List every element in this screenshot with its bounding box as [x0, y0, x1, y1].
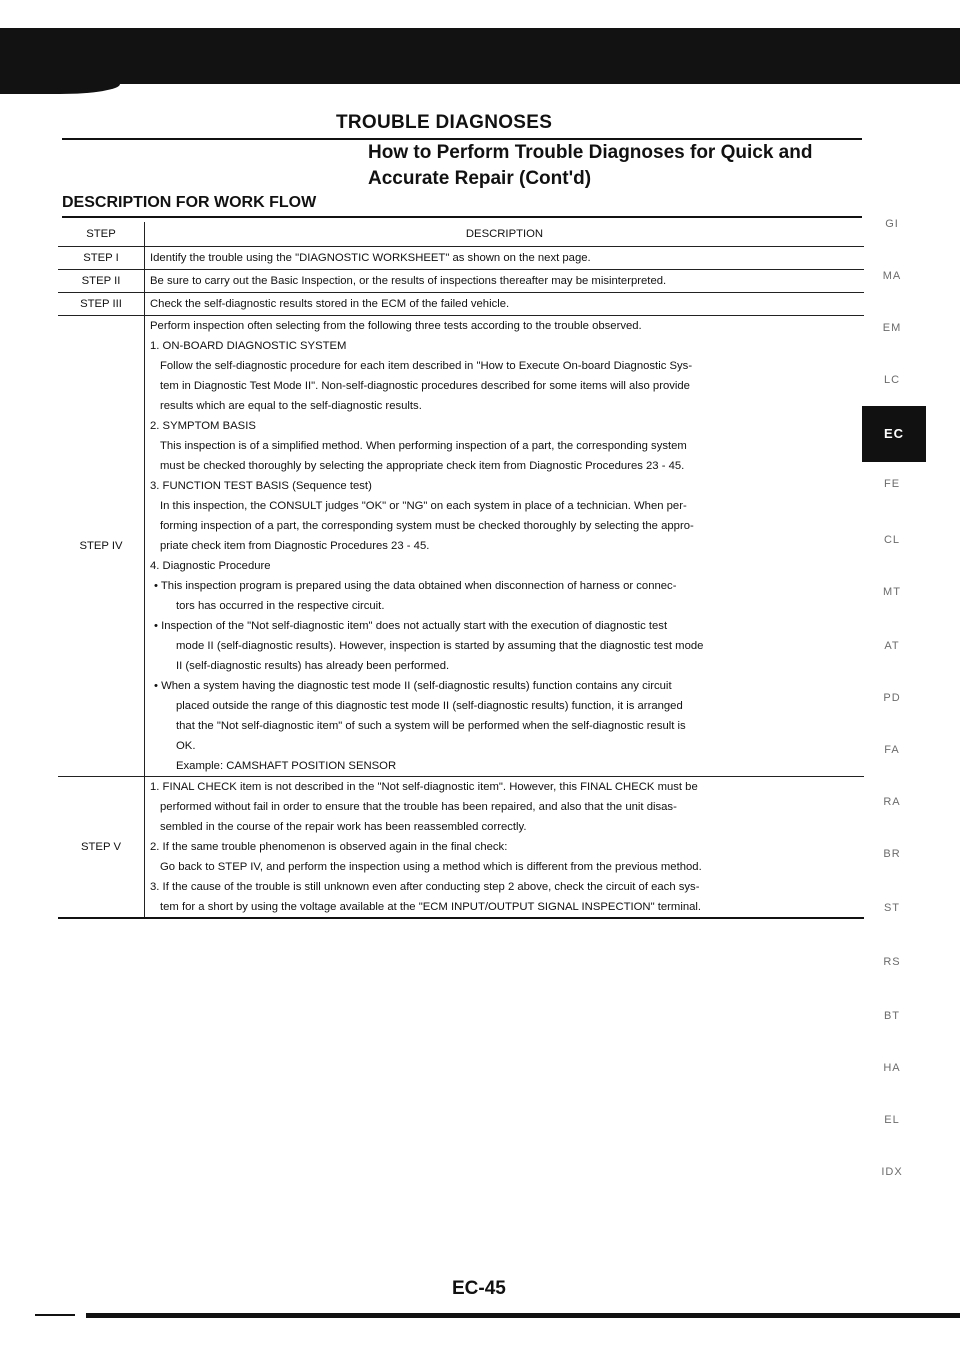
text-line: 2. If the same trouble phenomenon is observed again in the final check: [150, 841, 508, 853]
page-number: EC-45 [452, 1278, 506, 1299]
table-header-row [58, 222, 864, 247]
side-tab-bt[interactable]: BT [883, 1010, 901, 1022]
text-line: 1. FINAL CHECK item is not described in the "Not self-diagnostic item". However, this FINAL CHECK must be [150, 781, 698, 793]
side-tab-ma[interactable]: MA [882, 270, 902, 282]
side-tab-ha[interactable]: HA [883, 1062, 901, 1074]
step-label: STEP I [58, 247, 145, 270]
side-tab-el[interactable]: EL [884, 1114, 900, 1126]
side-tab-gi[interactable]: GI [885, 218, 899, 230]
side-tab-at[interactable]: AT [884, 640, 900, 652]
text-line: must be checked thoroughly by selecting the appropriate check item from Diagnostic Procedures 23 - 45. [160, 460, 685, 472]
work-flow-table [58, 222, 864, 919]
text-line: priate check item from Diagnostic Procedures 23 - 45. [160, 540, 430, 552]
text-line: mode II (self-diagnostic results). However, inspection is started by assuming that the diagnostic test mode [176, 640, 704, 652]
text-line: • Inspection of the "Not self-diagnostic item" does not actually start with the execution of diagnostic test [154, 620, 668, 632]
step-label: STEP IV [58, 316, 145, 777]
page-title: TROUBLE DIAGNOSES [336, 112, 553, 133]
side-tab-mt[interactable]: MT [883, 586, 901, 598]
page-subtitle: How to Perform Trouble Diagnoses for Quick and Accurate Repair (Cont'd) [368, 142, 813, 189]
step-label: STEP III [58, 293, 145, 316]
step-label: STEP II [58, 270, 145, 293]
table-row [58, 777, 864, 919]
step-label: STEP V [58, 777, 145, 919]
corner-mark [35, 1308, 75, 1316]
table-row [58, 293, 864, 316]
text-line: tem for a short by using the voltage available at the "ECM INPUT/OUTPUT SIGNAL INSPECTION" terminal. [160, 901, 702, 913]
text-line: tors has occurred in the respective circuit. [176, 600, 385, 612]
side-tab-fa[interactable]: FA [884, 744, 900, 756]
section-title: DESCRIPTION FOR WORK FLOW [62, 194, 317, 211]
side-tab-idx[interactable]: IDX [881, 1166, 903, 1178]
text-line: In this inspection, the CONSULT judges "OK" or "NG" on each system in place of a technician. When per- [160, 500, 687, 512]
header-band [0, 28, 960, 84]
text-line: results which are equal to the self-diagnostic results. [160, 400, 422, 412]
bottom-rule [86, 1313, 960, 1318]
step-description [145, 777, 865, 919]
side-tab-cl[interactable]: CL [883, 534, 901, 546]
text-line: sembled in the course of the repair work has been reassembled correctly. [160, 821, 527, 833]
table-row [58, 247, 864, 270]
text-line: that the "Not self-diagnostic item" of such a system will be performed when the self-diagnostic result is [176, 720, 686, 732]
text-line: II (self-diagnostic results) has already been performed. [176, 660, 450, 672]
section-rule [62, 216, 862, 218]
side-tab-lc[interactable]: LC [883, 374, 901, 386]
side-tab-fe[interactable]: FE [883, 478, 901, 490]
header-band-curl [0, 84, 120, 94]
step-description [145, 316, 865, 777]
text-line: tem in Diagnostic Test Mode II". Non-self-diagnostic procedures described for some items will also provide [160, 380, 690, 392]
text-line: 1. ON-BOARD DIAGNOSTIC SYSTEM [150, 340, 347, 352]
text-line: • This inspection program is prepared using the data obtained when disconnection of harness or connec- [154, 580, 677, 592]
text-line: Follow the self-diagnostic procedure for each item described in "How to Execute On-board Diagnostic Sys- [160, 360, 693, 372]
step-description: Check the self-diagnostic results stored in the ECM of the failed vehicle. [145, 293, 865, 316]
step-description: Identify the trouble using the "DIAGNOSTIC WORKSHEET" as shown on the next page. [145, 247, 865, 270]
text-line: Perform inspection often selecting from the following three tests according to the trouble observed. [150, 320, 642, 332]
text-line: OK. [176, 740, 196, 752]
text-line: This inspection is of a simplified method. When performing inspection of a part, the corresponding system [160, 440, 687, 452]
text-line: 2. SYMPTOM BASIS [150, 420, 256, 432]
side-tab-ra[interactable]: RA [883, 796, 901, 808]
text-line: placed outside the range of this diagnostic test mode II (self-diagnostic results) function, it is arranged [176, 700, 683, 712]
side-tab-ec-active[interactable]: EC [862, 406, 926, 462]
table-row [58, 316, 864, 777]
text-line: forming inspection of a part, the corresponding system must be checked thoroughly by selecting the appro- [160, 520, 694, 532]
step-description: Be sure to carry out the Basic Inspection, or the results of inspections thereafter may be misinterpreted. [145, 270, 865, 293]
table-row [58, 270, 864, 293]
side-tab-st[interactable]: ST [883, 902, 901, 914]
text-line: Example: CAMSHAFT POSITION SENSOR [176, 760, 397, 772]
side-tab-pd[interactable]: PD [883, 692, 901, 704]
text-line: 3. FUNCTION TEST BASIS (Sequence test) [150, 480, 372, 492]
side-tab-em[interactable]: EM [882, 322, 902, 334]
description-column-header: DESCRIPTION [145, 222, 865, 247]
side-tab-br[interactable]: BR [883, 848, 901, 860]
text-line: 3. If the cause of the trouble is still unknown even after conducting step 2 above, check the circuit of each sys- [150, 881, 700, 893]
text-line: Go back to STEP IV, and perform the inspection using a method which is different from the previous method. [160, 861, 702, 873]
step-column-header: STEP [58, 222, 145, 247]
side-tab-rs[interactable]: RS [883, 956, 901, 968]
text-line: performed without fail in order to ensure that the trouble has been repaired, and also that the unit disas- [160, 801, 677, 813]
text-line: • When a system having the diagnostic test mode II (self-diagnostic results) function contains any circuit [154, 680, 672, 692]
text-line: 4. Diagnostic Procedure [150, 560, 271, 572]
